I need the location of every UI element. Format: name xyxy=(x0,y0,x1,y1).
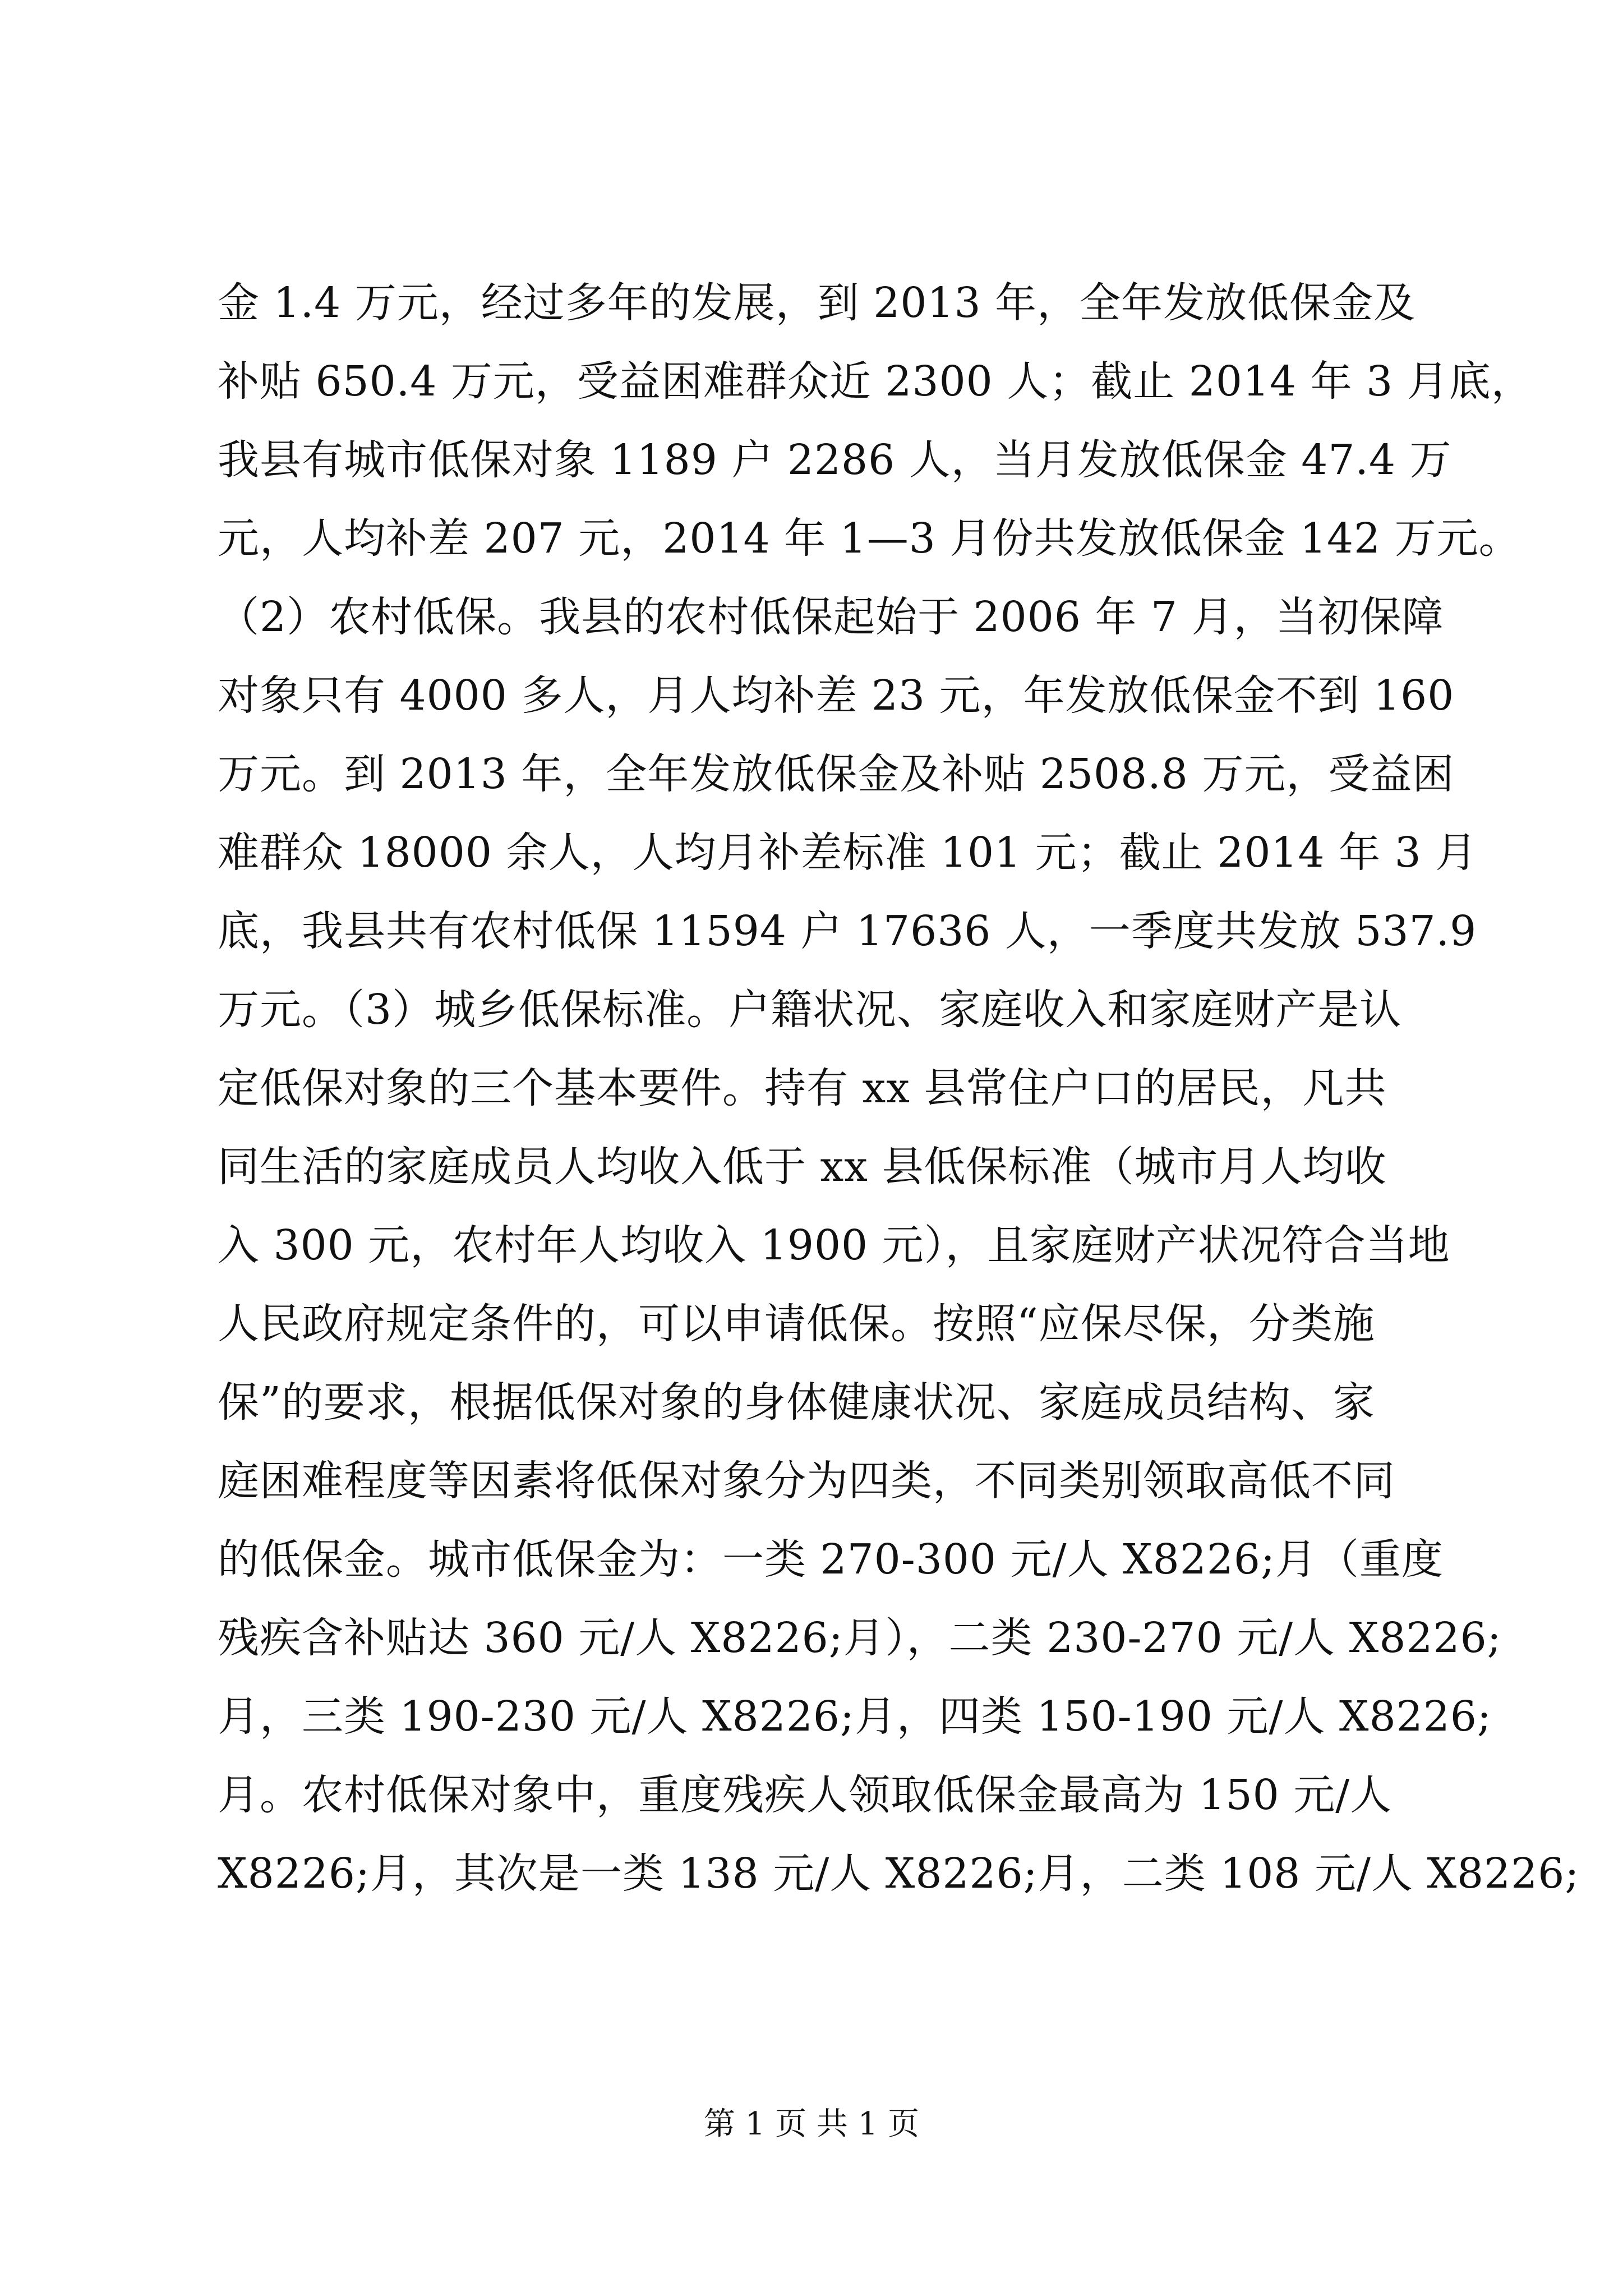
text-line: 金 1.4 万元，经过多年的发展，到 2013 年，全年发放低保金及 xyxy=(218,279,1416,327)
text-line: 庭困难程度等因素将低保对象分为四类，不同类别领取高低不同 xyxy=(218,1457,1395,1505)
text-line: 我县有城市低保对象 1189 户 2286 人，当月发放低保金 47.4 万 xyxy=(218,436,1452,484)
text-line: 人民政府规定条件的，可以申请低保。按照“应保尽保，分类施 xyxy=(218,1300,1375,1348)
text-line: 万元。到 2013 年，全年发放低保金及补贴 2508.8 万元，受益困 xyxy=(218,750,1455,798)
text-line: 万元。（3）城乡低保标准。户籍状况、家庭收入和家庭财产是认 xyxy=(218,986,1402,1034)
text-line: 入 300 元，农村年人均收入 1900 元），且家庭财产状况符合当地 xyxy=(218,1221,1450,1269)
text-line: 残疾含补贴达 360 元/人 X8226;月），二类 230-270 元/人 X8226; xyxy=(218,1614,1502,1662)
text-line: 同生活的家庭成员人均收入低于 xx 县低保标准（城市月人均收 xyxy=(218,1143,1387,1191)
text-line: 补贴 650.4 万元，受益困难群众近 2300 人；截止 2014 年 3 月底， xyxy=(218,357,1533,406)
document-body xyxy=(218,264,1580,1913)
text-line: （2）农村低保。我县的农村低保起始于 2006 年 7 月，当初保障 xyxy=(218,593,1444,641)
text-line: X8226;月，其次是一类 138 元/人 X8226;月，二类 108 元/人 X8226; xyxy=(218,1849,1580,1898)
text-line: 对象只有 4000 多人，月人均补差 23 元，年发放低保金不到 160 xyxy=(218,671,1455,720)
text-line: 月。农村低保对象中，重度残疾人领取低保金最高为 150 元/人 xyxy=(218,1771,1393,1819)
text-line: 月，三类 190-230 元/人 X8226;月，四类 150-190 元/人 X8226; xyxy=(218,1692,1492,1741)
text-line: 元，人均补差 207 元，2014 年 1—3 月份共发放低保金 142 万元。 xyxy=(218,514,1521,563)
text-line: 保”的要求，根据低保对象的身体健康状况、家庭成员结构、家 xyxy=(218,1378,1375,1427)
text-line: 难群众 18000 余人，人均月补差标准 101 元；截止 2014 年 3 月 xyxy=(218,829,1478,877)
text-line: 的低保金。城市低保金为：一类 270-300 元/人 X8226;月（重度 xyxy=(218,1535,1444,1584)
page-number-footer: 第 1 页 共 1 页 xyxy=(703,2106,920,2142)
text-line: 底，我县共有农村低保 11594 户 17636 人，一季度共发放 537.9 xyxy=(218,907,1477,955)
text-line: 定低保对象的三个基本要件。持有 xx 县常住户口的居民，凡共 xyxy=(218,1064,1387,1112)
